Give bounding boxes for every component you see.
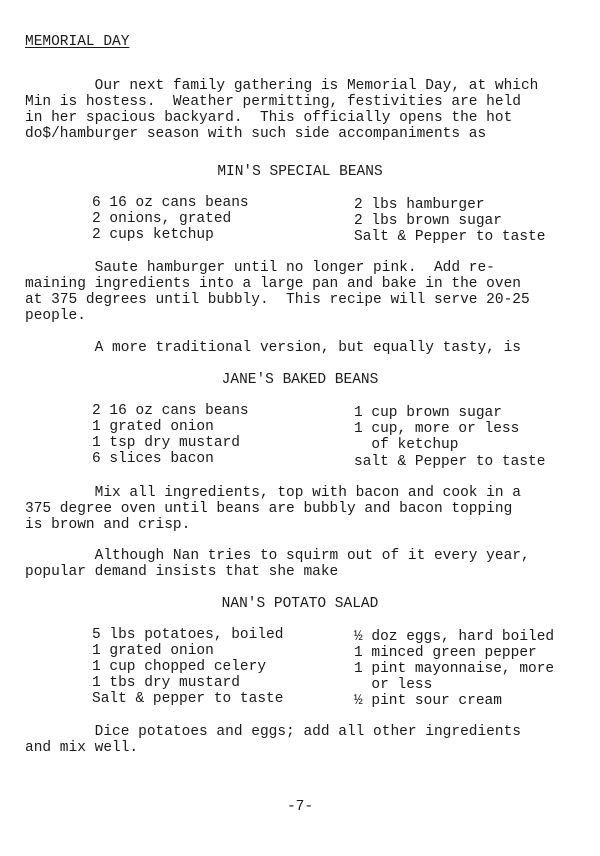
ingredient: or less bbox=[354, 677, 433, 693]
instruction-line: at 375 degrees until bubbly. This recipe will serve 20-25 bbox=[25, 292, 530, 308]
ingredient: Salt & Pepper to taste bbox=[354, 229, 546, 245]
instruction-line: people. bbox=[25, 308, 86, 324]
intro-line: do$/hamburger season with such side accompaniments as bbox=[25, 126, 487, 142]
ingredient: 1 tbs dry mustard bbox=[92, 675, 240, 691]
ingredient: 1 grated onion bbox=[92, 643, 214, 659]
instruction-line: maining ingredients into a large pan and bake in the oven bbox=[25, 276, 521, 292]
recipe-title: NAN'S POTATO SALAD bbox=[221, 596, 379, 612]
ingredient: 6 16 oz cans beans bbox=[92, 195, 249, 211]
ingredient: 2 onions, grated bbox=[92, 211, 232, 227]
ingredient: 1 cup brown sugar bbox=[354, 405, 502, 421]
transition-text: A more traditional version, but equally tasty, is bbox=[25, 340, 521, 356]
ingredient: 6 slices bacon bbox=[92, 451, 214, 467]
intro-line: in her spacious backyard. This officially opens the hot bbox=[25, 110, 513, 126]
ingredient: 1 cup chopped celery bbox=[92, 659, 267, 675]
instruction-line: Dice potatoes and eggs; add all other ingredients bbox=[25, 724, 521, 740]
ingredient: 1 minced green pepper bbox=[354, 645, 537, 661]
ingredient: ½ pint sour cream bbox=[354, 693, 502, 709]
ingredient: 2 lbs brown sugar bbox=[354, 213, 502, 229]
ingredient: 2 16 oz cans beans bbox=[92, 403, 249, 419]
ingredient: 5 lbs potatoes, boiled bbox=[92, 627, 284, 643]
instruction-line: and mix well. bbox=[25, 740, 139, 756]
transition-line: Although Nan tries to squirm out of it every year, bbox=[25, 548, 530, 564]
ingredient: salt & Pepper to taste bbox=[354, 454, 546, 470]
instruction-line: Saute hamburger until no longer pink. Add re- bbox=[25, 260, 495, 276]
intro-line: Our next family gathering is Memorial Day, at which bbox=[25, 78, 539, 94]
ingredient: 2 cups ketchup bbox=[92, 227, 214, 243]
recipe-title: MIN'S SPECIAL BEANS bbox=[217, 164, 383, 180]
intro-line: Min is hostess. Weather permitting, festivities are held bbox=[25, 94, 521, 110]
ingredient: 1 pint mayonnaise, more bbox=[354, 661, 555, 677]
ingredient: 1 grated onion bbox=[92, 419, 214, 435]
section-title: MEMORIAL DAY bbox=[25, 34, 130, 50]
ingredient: of ketchup bbox=[354, 437, 459, 453]
page-number: -7- bbox=[286, 799, 314, 815]
ingredient: ½ doz eggs, hard boiled bbox=[354, 629, 555, 645]
ingredient: Salt & pepper to taste bbox=[92, 691, 284, 707]
instruction-line: Mix all ingredients, top with bacon and cook in a bbox=[25, 485, 521, 501]
instruction-line: is brown and crisp. bbox=[25, 517, 191, 533]
ingredient: 1 cup, more or less bbox=[354, 421, 520, 437]
ingredient: 1 tsp dry mustard bbox=[92, 435, 240, 451]
instruction-line: 375 degree oven until beans are bubbly and bacon topping bbox=[25, 501, 513, 517]
ingredient: 2 lbs hamburger bbox=[354, 197, 485, 213]
recipe-title: JANE'S BAKED BEANS bbox=[221, 372, 379, 388]
transition-line: popular demand insists that she make bbox=[25, 564, 339, 580]
